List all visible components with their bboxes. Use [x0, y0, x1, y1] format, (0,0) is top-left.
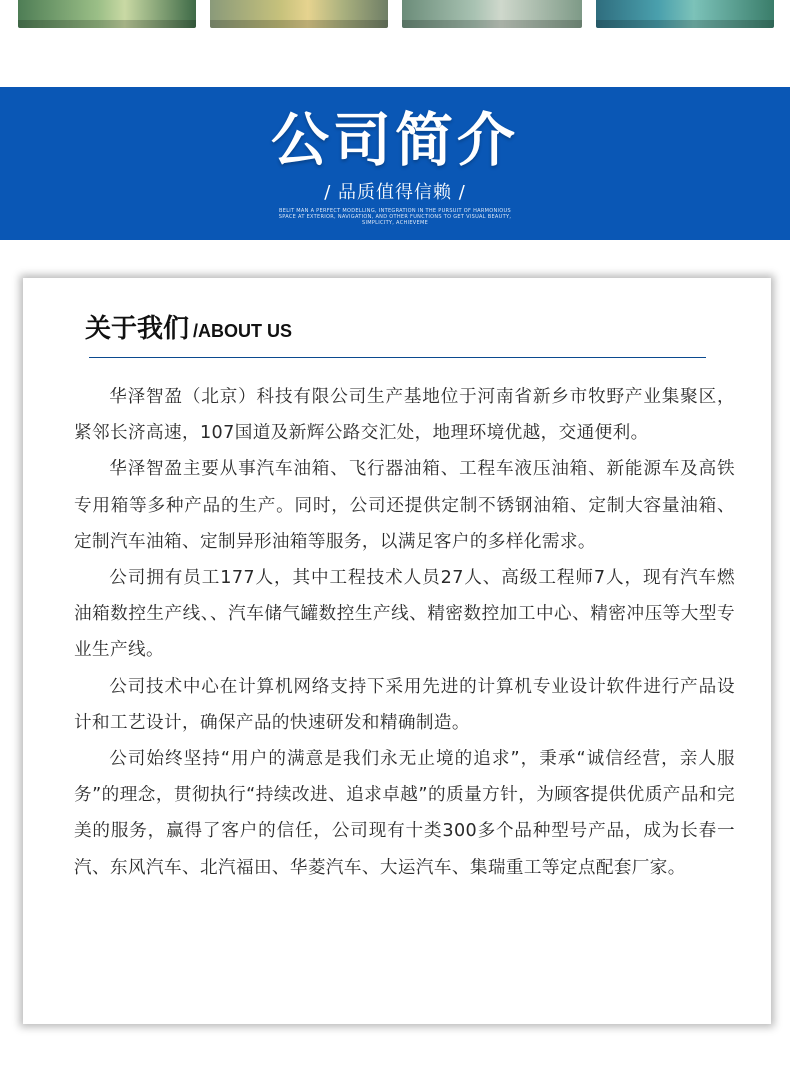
banner-subtitle: / 品质值得信赖 / — [324, 182, 466, 203]
about-heading-cn: 关于我们 — [85, 314, 190, 344]
about-heading-en: /ABOUT US — [193, 321, 293, 341]
about-heading — [85, 308, 292, 344]
about-paragraph: 公司技术中心在计算机网络支持下采用先进的计算机专业设计软件进行产品设计和工艺设计，确保产品的快速研发和精确制造。 — [74, 676, 735, 733]
factory-photo-4[interactable] — [596, 0, 774, 28]
company-intro-banner — [0, 87, 790, 240]
about-paragraph: 华泽智盈（北京）科技有限公司生产基地位于河南省新乡市牧野产业集聚区，紧邻长济高速，107国道及新辉公路交汇处，地理环境优越，交通便利。 — [74, 387, 735, 444]
photo-strip — [0, 0, 790, 30]
about-paragraph: 公司拥有员工177人，其中工程技术人员27人、高级工程师7人，现有汽车燃油箱数控生产线、、汽车储气罐数控生产线、精密数控加工中心、精密冲压等大型专业生产线。 — [74, 568, 735, 661]
heading-divider — [89, 357, 706, 358]
factory-photo-3[interactable] — [402, 0, 582, 28]
about-us-card — [23, 278, 771, 1024]
about-paragraph: 公司始终坚持“用户的满意是我们永无止境的追求”，秉承“诚信经营，亲人服务”的理念，贯彻执行“持续改进、追求卓越”的质量方针，为顾客提供优质产品和完美的服务，赢得了客户的信任，公司现有十类300多个品种型号产品，成为长春一汽、东风汽车、北汽福田、华菱汽车、大运汽车、集瑞重工等定点配套厂家。 — [74, 749, 735, 878]
about-paragraph: 华泽智盈主要从事汽车油箱、飞行器油箱、工程车液压油箱、新能源车及高铁专用箱等多种产品的生产。同时，公司还提供定制不锈钢油箱、定制大容量油箱、定制汽车油箱、定制异形油箱等服务，以满足客户的多样化需求。 — [74, 459, 735, 552]
banner-title: 公司简介 — [270, 106, 519, 174]
factory-photo-2[interactable] — [210, 0, 388, 28]
factory-photo-1[interactable] — [18, 0, 196, 28]
banner-small-text: BELIT MAN A PERFECT MODELLING, INTEGRATION IN THE PURSUIT OF HARMONIOUS SPACE AT EXTERIOR, NAVIGATION, AND OTHER FUNCTIONS TO GET VISUAL BEAUTY, SIMPLICITY, ACHIEVEME — [278, 208, 512, 226]
about-body — [74, 379, 735, 886]
